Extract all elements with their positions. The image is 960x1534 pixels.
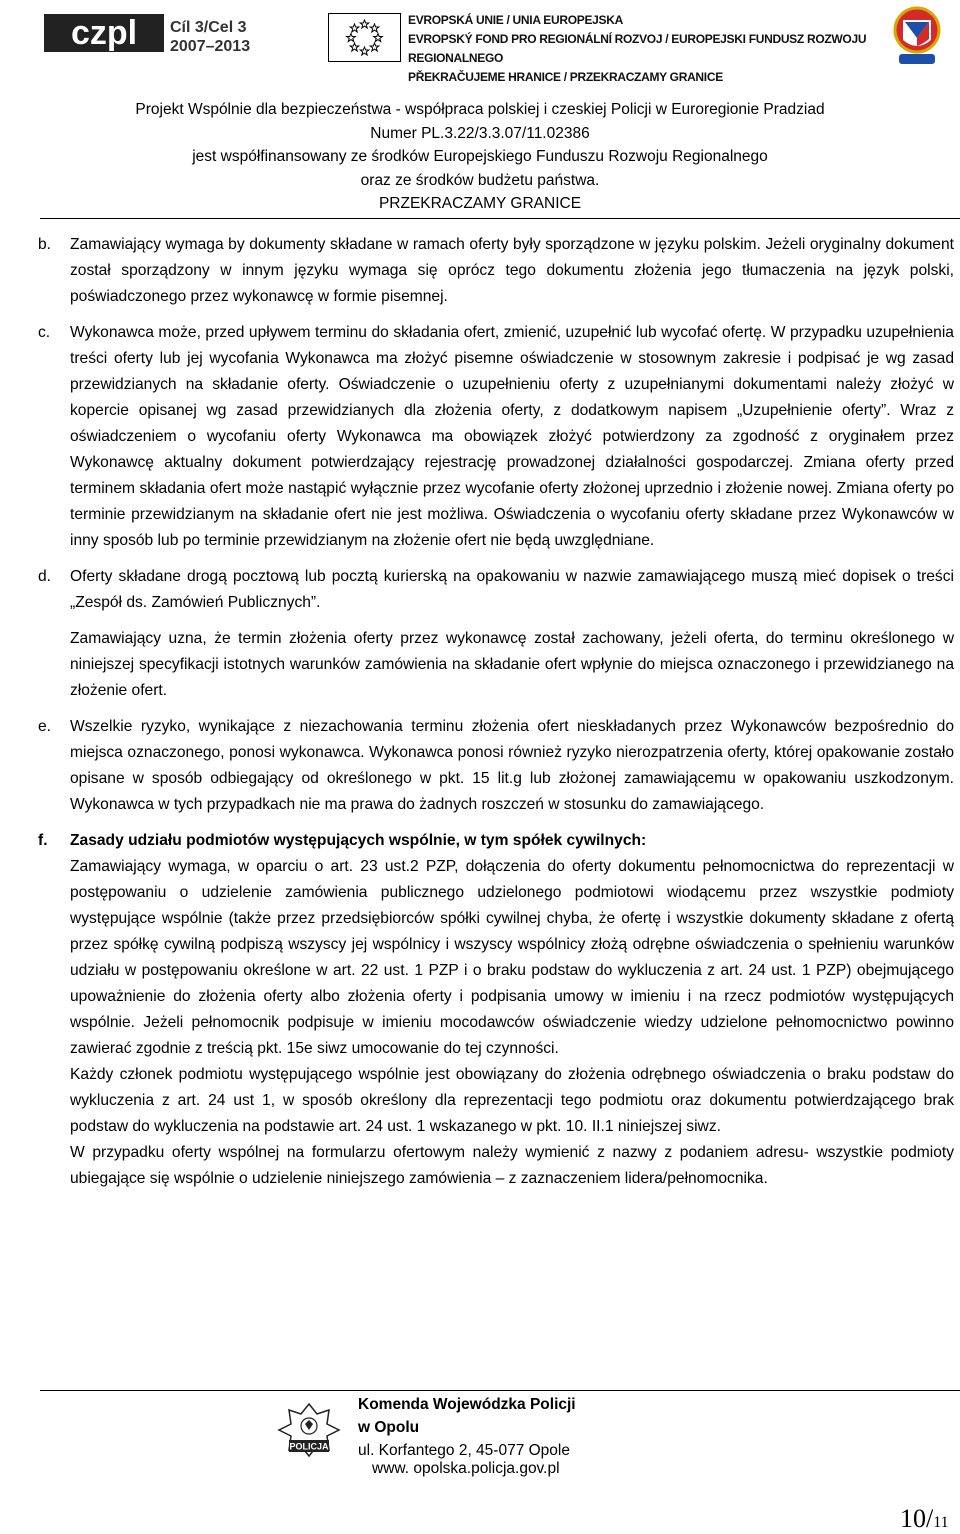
project-info <box>0 98 960 216</box>
section-d-paragraph <box>38 626 954 704</box>
section-f-heading: Zasady udziału podmiotów występujących wspólnie, w tym spółek cywilnych: <box>70 832 647 849</box>
program-line2: 2007–2013 <box>170 38 251 55</box>
footer-line2: w Opolu <box>358 1419 420 1436</box>
page-current: 10/ <box>900 1504 934 1533</box>
badge-label: POLICJA <box>289 1441 329 1452</box>
policja-badge-icon <box>271 1400 347 1460</box>
section-b-marker: b. <box>38 236 52 253</box>
project-line5: PRZEKRACZAMY GRANICE <box>378 195 582 212</box>
section-c <box>38 320 954 554</box>
czpl-logo <box>44 8 164 58</box>
section-d-text2: Zamawiający uzna, że termin złożenia oferty przez wykonawcę został zachowany, jeżeli oferta, do terminu określonego w niniejszej specyfikacji istotnych warunków zamówienia na składanie ofert wpłynie do miejsca oznaczonego i przewidzianego na złożenie ofert. <box>70 630 954 699</box>
section-e-marker: e. <box>38 718 52 735</box>
page-number <box>900 1504 949 1534</box>
header-divider <box>40 218 960 219</box>
eu-line3: PŘEKRAČUJEME HRANICE / PRZEKRACZAMY GRANICE <box>408 70 723 84</box>
section-f-text1: Zamawiający wymaga, w oparciu o art. 23 ust.2 PZP, dołączenia do oferty dokumentu pełnomocnictwa do reprezentacji w postępowaniu o udzielenie zamówienia publicznego udzielonego podmiotowi wiodącemu przez wszystkie podmioty występujące wspólnie (także przez przedsiębiorców spółki cywilnej chyba, że ofertę i wszystkie dokumenty składane z ofertą przez spółkę cywilną podpiszą wszyscy jej wspólnicy i wszyscy wspólnicy złożą odrębne oświadczenia o spełnieniu warunków udziału w postępowaniu określone w art. 22 ust. 1 PZP i o braku podstaw do wykluczenia z art. 24 ust. 1 PZP) obejmującego upoważnienie do złożenia oferty albo złożenia oferty i podpisania umowy w imieniu i na rzecz podmiotów występujących wspólnie. Jeżeli pełnomocnik podpisuje w imieniu mocodawców oświadczenie wiedzy udzielone pełnomocnictwo powinno zawierać zgodnie z treścią pkt. 15e siwz umocowanie do tej czynności. <box>70 858 954 1057</box>
eu-line1: EVROPSKÁ UNIE / UNIA EUROPEJSKA <box>408 13 623 27</box>
section-c-text: Wykonawca może, przed upływem terminu do składania ofert, zmienić, uzupełnić lub wycofać ofertę. W przypadku uzupełnienia treści oferty lub jej wycofania Wykonawca ma złożyć pisemne oświadczenie w stosownym zakresie i podpisać je wg zasad przewidzianych na składanie oferty. Oświadczenie o uzupełnieniu oferty z uzupełnianymi dokumentami należy złożyć w kopercie opisanej wg zasad przewidzianych dla złożenia oferty, z dodatkowym napisem „Uzupełnienie oferty”. Wraz z oświadczeniem o wycofaniu oferty Wykonawca ma obowiązek złożyć potwierdzony za zgodność z oryginałem przez Wykonawcę aktualny dokument potwierdzający rejestrację prowadzonej działalności gospodarczej. Zmiana oferty przed terminem składania ofert może nastąpić wyłącznie przez wycofanie oferty złożonej uprzednio i złożenie nowej. Zmiana oferty po terminie przewidzianym na składanie ofert nie jest możliwa. Oświadczenia o wycofaniu oferty składane przez Wykonawców w inny sposób lub po terminie przewidzianym na złożenie ofert nie będą uwzględniane. <box>70 324 954 549</box>
project-line3: jest współfinansowany ze środków Europejskiego Funduszu Rozwoju Regionalnego <box>192 148 768 165</box>
project-line4: oraz ze środków budżetu państwa. <box>360 171 600 189</box>
footer-line1: Komenda Wojewódzka Policji <box>358 1396 576 1413</box>
section-d-marker: d. <box>38 568 52 585</box>
section-b <box>38 232 954 310</box>
program-line1: Cíl 3/Cel 3 <box>170 19 247 36</box>
section-d <box>38 564 954 616</box>
project-line1: Projekt Wspólnie dla bezpieczeństwa - współpraca polskiej i czeskiej Policji w Euroregionie Pradziad <box>135 101 825 118</box>
section-e <box>38 714 954 818</box>
police-emblem-icon <box>893 6 941 68</box>
section-f <box>38 828 954 1192</box>
section-f-text2: Każdy członek podmiotu występującego wspólnie jest obowiązany do złożenia odrębnego oświadczenia o braku podstaw do wykluczenia z art. 24 ust 1, w sposób określony dla reprezentacji tego podmiotu oraz dokumentu potwierdzającego brak podstaw do wykluczenia na podstawie art. 24 ust. 1 wskazanego w pkt. 10. II.1 niniejszej siwz. <box>70 1066 954 1135</box>
footer-address <box>358 1393 576 1462</box>
section-b-text: Zamawiający wymaga by dokumenty składane w ramach oferty były sporządzone w języku polskim. Jeżeli oryginalny dokument został sporządzony w innym języku wymaga się oprócz tego dokumentu złożenia jego tłumaczenia na język polski, poświadczonego przez wykonawcę w formie pisemnej. <box>70 236 954 305</box>
page-total: 11 <box>933 1514 949 1531</box>
footer-divider <box>40 1390 960 1391</box>
project-line2: Numer PL.3.22/3.3.07/11.02386 <box>370 124 590 142</box>
section-f-marker: f. <box>38 832 48 849</box>
czpl-logo-text: czpl <box>70 14 138 52</box>
eu-flag-icon <box>328 13 401 62</box>
eu-text-block <box>408 11 868 87</box>
section-e-text: Wszelkie ryzyko, wynikające z niezachowania terminu złożenia ofert nieskładanych przez Wykonawców bezpośrednio do miejsca oznaczonego, ponosi wykonawca. Wykonawca ponosi również ryzyko nierozpatrzenia oferty, której opakowanie zostało opisane w sposób odbiegający od określonego w pkt. 15 lit.g lub złożonej zamawiającemu w opakowaniu uszkodzonym. Wykonawca w tych przypadkach nie ma prawa do żadnych roszczeń w stosunku do zamawiającego. <box>70 718 954 813</box>
cil3-cel3-logo <box>170 15 265 55</box>
footer-website-link[interactable]: www. opolska.policja.gov.pl <box>372 1460 560 1477</box>
section-f-text3: W przypadku oferty wspólnej na formularzu ofertowym należy wymienić z nazwy z podaniem adresu- wszystkie podmioty ubiegające się wspólnie o udzielenie niniejszego zamówienia – z zaznaczeniem lidera/pełnomocnika. <box>70 1144 954 1187</box>
footer-line3: ul. Korfantego 2, 45-077 Opole <box>358 1442 570 1459</box>
section-d-text: Oferty składane drogą pocztową lub pocztą kurierską na opakowaniu w nazwie zamawiającego muszą mieć dopisek o treści „Zespół ds. Zamówień Publicznych”. <box>70 568 954 611</box>
document-body <box>38 232 954 1192</box>
eu-line2: EVROPSKÝ FOND PRO REGIONÁLNÍ ROZVOJ / EUROPEJSKI FUNDUSZ ROZWOJU REGIONALNEGO <box>408 32 867 65</box>
section-c-marker: c. <box>38 324 51 341</box>
